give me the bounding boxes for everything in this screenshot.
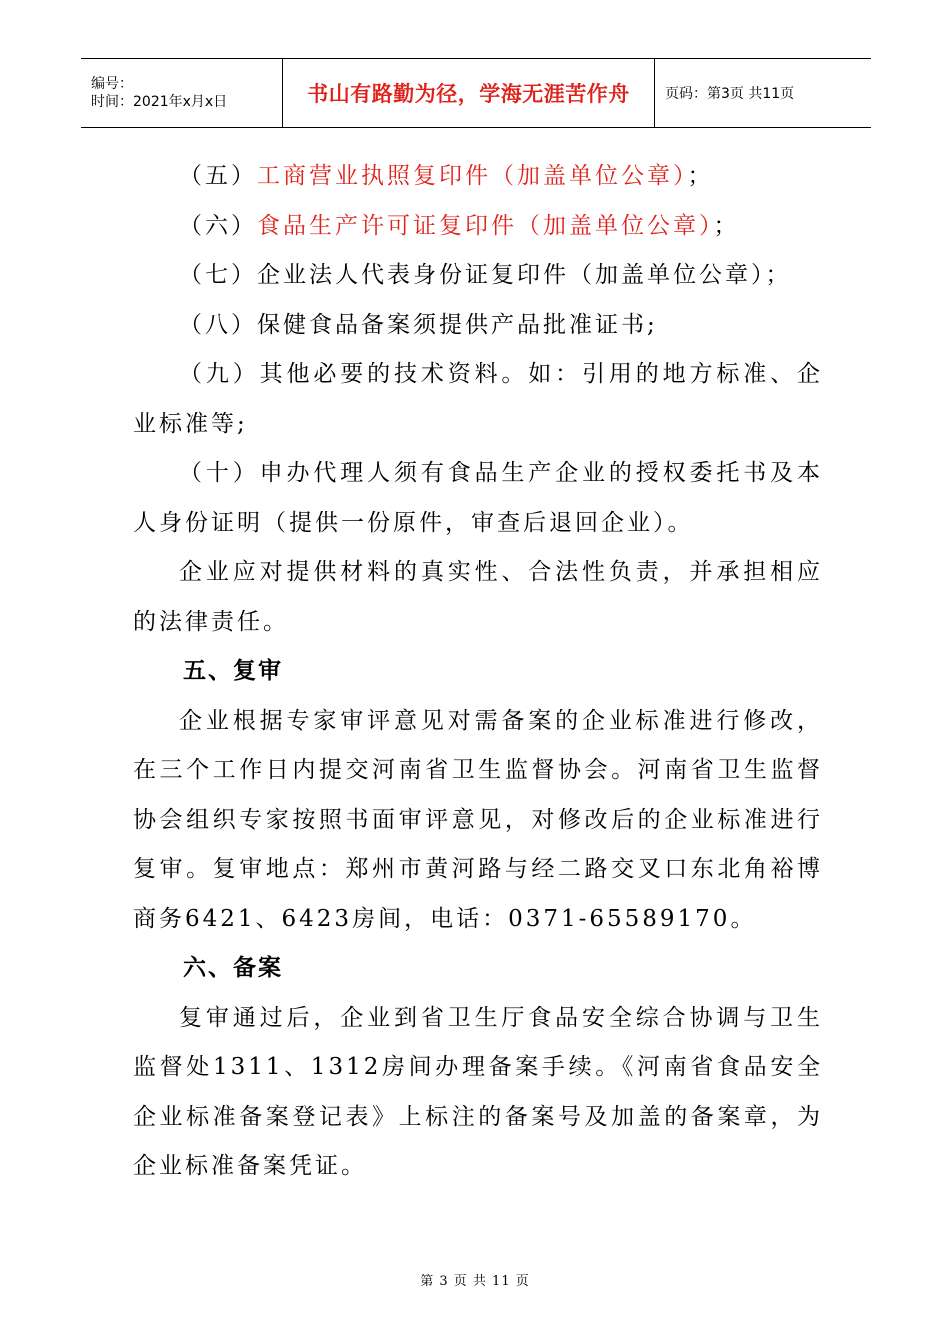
item-number: （六） <box>179 212 257 239</box>
header-page-info: 页码：第3页 共11页 <box>665 86 795 102</box>
item-number: （十） <box>179 460 260 486</box>
section-body-filing: 复审通过后，企业到省卫生厅食品安全综合协调与卫生监督处1311、1312房间办理备案手续。《河南省食品安全企业标准备案登记表》上标注的备案号及加盖的备案章，为企业标准备案凭证。 <box>133 1004 823 1179</box>
document-header <box>81 58 871 128</box>
list-item <box>133 350 823 449</box>
item-text: 保健食品备案须提供产品批准证书; <box>257 311 658 338</box>
document-number-label: 编号： <box>91 76 133 92</box>
section-body-review: 企业根据专家审评意见对需备案的企业标准进行修改，在三个工作日内提交河南省卫生监督协会。河南省卫生监督协会组织专家按照书面审评意见，对修改后的企业标准进行复审。复审地点：郑州市黄河路与经二路交叉口东北角裕博商务6421、6423房间，电话：0371-65589170。 <box>133 707 823 932</box>
item-number: （五） <box>179 163 257 189</box>
list-item <box>133 251 823 301</box>
item-text: 其他必要的技术资料。如：引用的地方标准、企业标准等; <box>133 361 824 437</box>
section-heading-review: 五、复审 <box>183 658 283 684</box>
header-motto: 书山有路勤为径，学海无涯苦作舟 <box>283 59 655 127</box>
list-item <box>133 152 823 202</box>
item-number: （八） <box>179 311 257 338</box>
item-tail: ； <box>713 212 740 239</box>
document-body <box>133 152 823 1192</box>
item-text-highlighted: 食品生产许可证复印件（加盖单位公章） <box>257 212 714 239</box>
header-meta <box>81 59 283 127</box>
list-item <box>133 301 823 351</box>
item-text-highlighted: 工商营业执照复印件（加盖单位公章） <box>257 163 688 189</box>
item-number: （九） <box>179 361 260 387</box>
list-item <box>133 202 823 252</box>
item-tail: ； <box>687 163 714 189</box>
document-time-label: 时间：2021年x月x日 <box>91 94 228 110</box>
item-number: （七） <box>179 262 257 288</box>
section-heading-filing: 六、备案 <box>183 955 283 981</box>
item-text: 企业法人代表身份证复印件（加盖单位公章）； <box>257 262 792 288</box>
page-footer: 第 3 页 共 11 页 <box>420 1274 530 1289</box>
item-text: 申办代理人须有食品生产企业的授权委托书及本人身份证明（提供一份原件，审查后退回企业）。 <box>133 460 824 536</box>
list-item <box>133 449 823 548</box>
responsibility-paragraph: 企业应对提供材料的真实性、合法性负责，并承担相应的法律责任。 <box>133 559 823 635</box>
